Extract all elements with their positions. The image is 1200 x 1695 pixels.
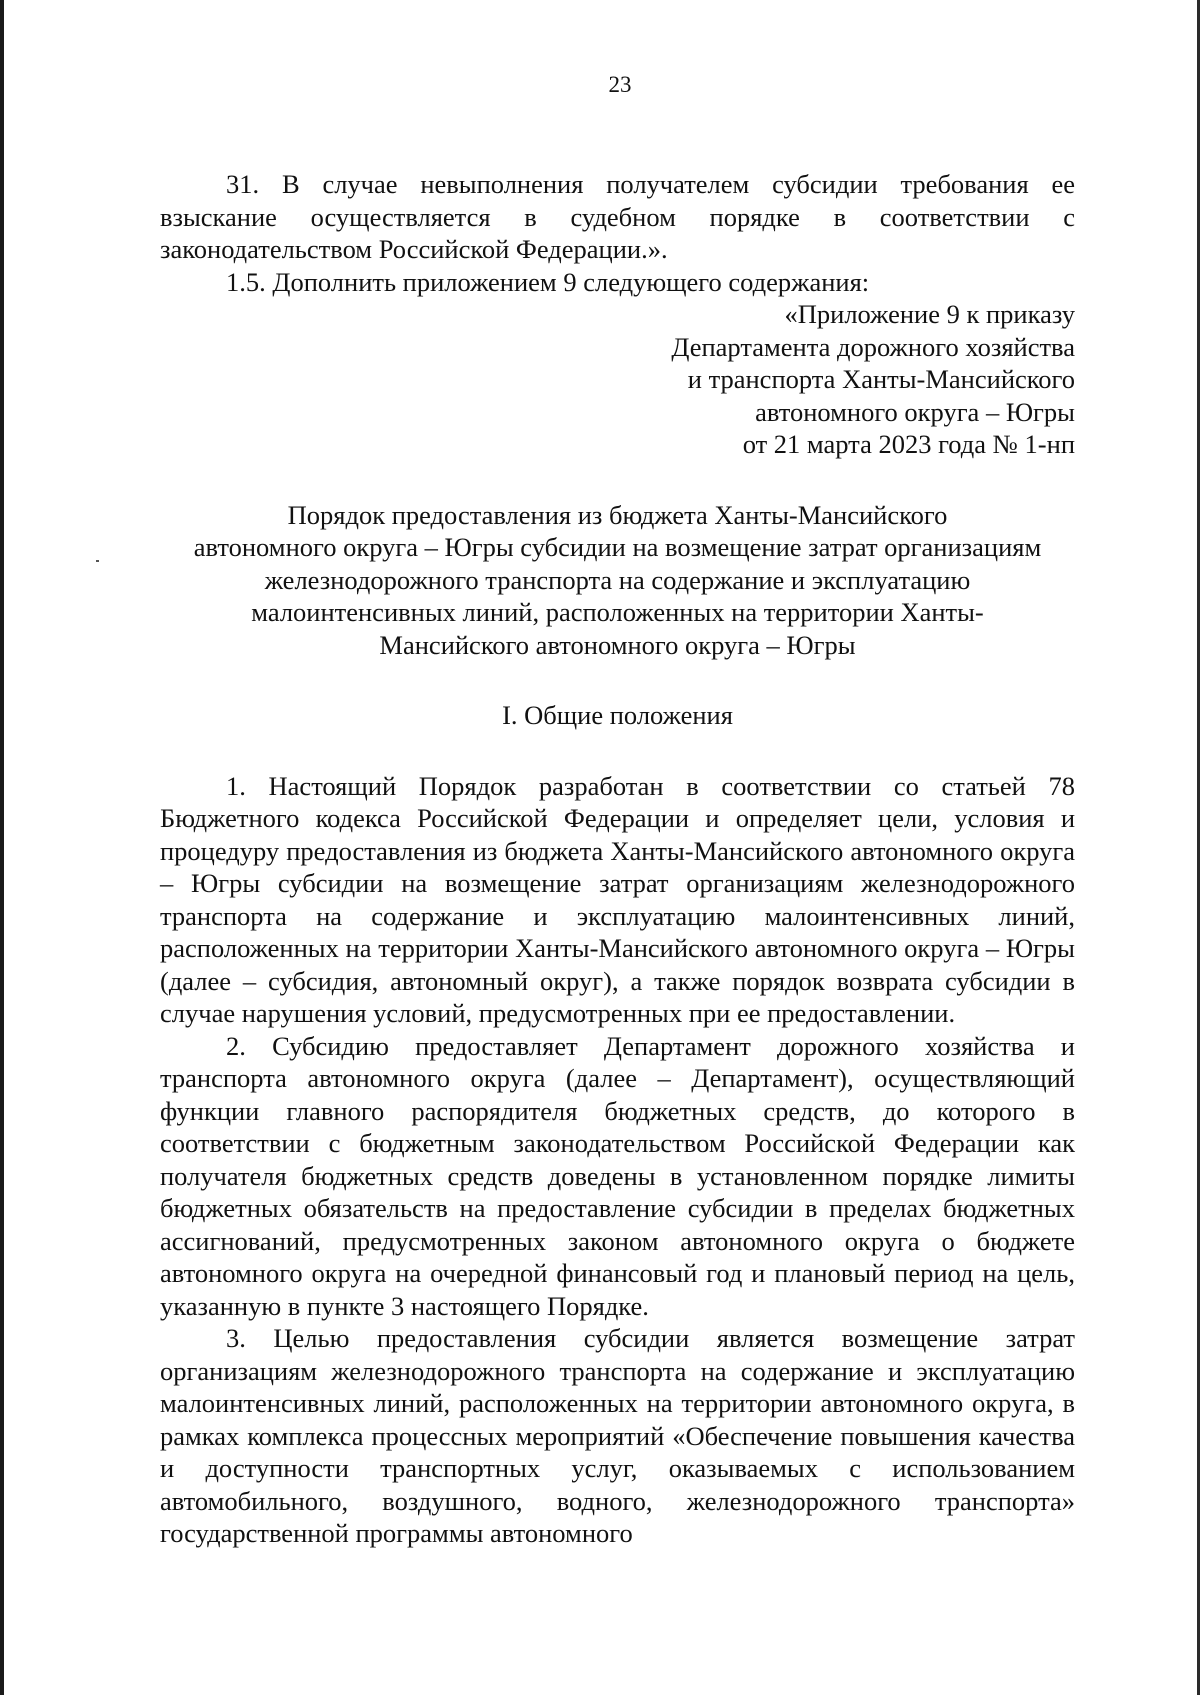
document-title	[160, 499, 1075, 662]
document-page	[160, 168, 1075, 1550]
title-line-4: малоинтенсивных линий, расположенных на территории Ханты-	[251, 597, 984, 627]
paragraph-1-5: 1.5. Дополнить приложением 9 следующего содержания:	[226, 266, 870, 297]
title-line-3: железнодорожного транспорта на содержание и эксплуатацию	[264, 564, 971, 595]
paragraph-1: 1. Настоящий Порядок разработан в соответствии со статьей 78 Бюджетного кодекса Российской Федерации и определяет цели, условия и процедуру предоставления из бюджета Ханты-Мансийского автономного округа – Югры субсидии на возмещение затрат организациям железнодорожного транспорта на содержание и эксплуатацию малоинтенсивных линий, расположенных на территории Ханты-Мансийского автономного округа – Югры (далее – субсидия, автономный округ), а также порядок возврата субсидии в случае нарушения условий, предусмотренных при ее предоставлении.	[160, 770, 1075, 1028]
annex-line-1: «Приложение 9 к приказу	[784, 299, 1075, 329]
title-line-1: Порядок предоставления из бюджета Ханты-Мансийского	[287, 499, 948, 530]
paragraph-31: 31. В случае невыполнения получателем субсидии требования ее взыскание осуществляется в судебном порядке в соответствии с законодательством Российской Федерации.».	[160, 169, 1075, 264]
scan-edge-left	[0, 0, 4, 1695]
annex-header	[160, 298, 1075, 461]
paragraph-2: 2. Субсидию предоставляет Департамент дорожного хозяйства и транспорта автономного округа (далее – Департамент), осуществляющий функции главного распорядителя бюджетных средств, до которого в соответствии с бюджетным законодательством Российской Федерации как получателя бюджетных средств доведены в установленном порядке лимиты бюджетных обязательств на предоставление субсидии в пределах бюджетных ассигнований, предусмотренных законом автономного округа о бюджете автономного округа на очередной финансовый год и плановый период на цель, указанную в пункте 3 настоящего Порядке.	[160, 1030, 1075, 1321]
annex-line-3: и транспорта Ханты-Мансийского	[687, 364, 1075, 394]
scan-speck	[96, 560, 99, 562]
page-number: 23	[608, 72, 632, 97]
annex-line-2: Департамента дорожного хозяйства	[671, 331, 1075, 362]
title-line-2: автономного округа – Югры субсидии на возмещение затрат организациям	[193, 532, 1042, 562]
title-line-5: Мансийского автономного округа – Югры	[379, 629, 856, 660]
section-heading: I. Общие положения	[502, 700, 733, 730]
annex-line-5: от 21 марта 2023 года № 1-нп	[742, 429, 1075, 459]
annex-line-4: автономного округа – Югры	[755, 396, 1075, 427]
paragraph-3: 3. Целью предоставления субсидии является возмещение затрат организациям железнодорожного транспорта на содержание и эксплуатацию малоинтенсивных линий, расположенных на территории автономного округа, в рамках комплекса процессных мероприятий «Обеспечение повышения качества и доступности транспортных услуг, оказываемых с использованием автомобильного, воздушного, водного, железнодорожного транспорта» государственной программы автономного	[160, 1323, 1075, 1548]
